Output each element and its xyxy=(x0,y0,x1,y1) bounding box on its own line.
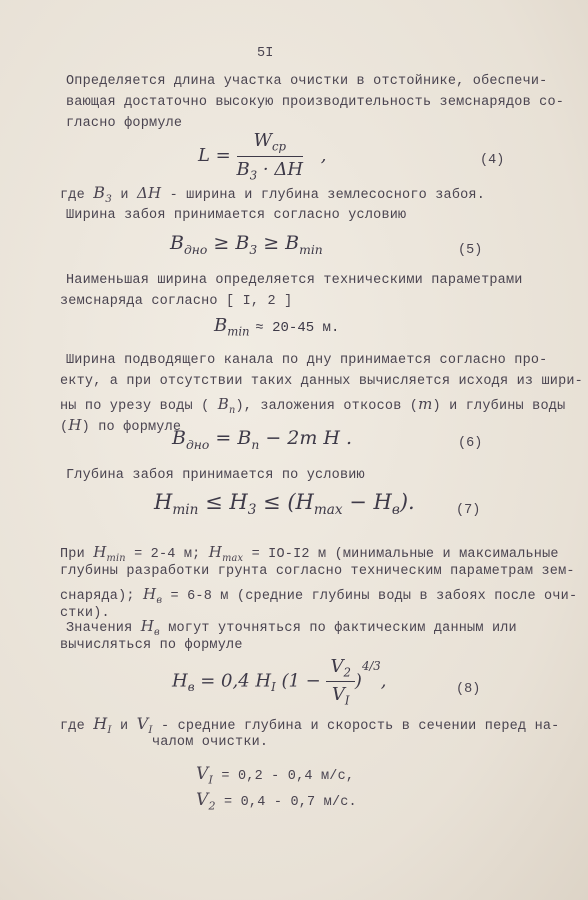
p6-hmax-sub: max xyxy=(222,553,244,564)
equation-5 xyxy=(170,232,323,257)
p4-m-symbol: m xyxy=(418,395,433,413)
eq5-b: B xyxy=(170,232,184,254)
eq4-numerator: W xyxy=(253,130,273,151)
v1-sub: I xyxy=(208,773,214,787)
p6-hmax-symbol: H xyxy=(208,543,223,561)
v2-symbol: V xyxy=(196,790,209,810)
eq-bmin-b: B xyxy=(214,315,228,336)
eq4-fraction xyxy=(237,130,304,182)
v2-range xyxy=(196,790,357,812)
paragraph-1-line-2: вающая достаточно высокую производительность земснарядов со- xyxy=(66,95,565,110)
where-line-1 xyxy=(60,183,485,205)
eq8-denominator: V xyxy=(331,683,345,705)
p6-a: При xyxy=(60,547,85,562)
v2-rest: = 0,4 - 0,7 м/с. xyxy=(224,795,357,810)
eq-bmin-sub: min xyxy=(227,324,250,339)
eq8-close: ) xyxy=(354,670,362,692)
eq6-sub-1: дно xyxy=(185,437,210,452)
paragraph-7-line-2: вычисляться по формуле xyxy=(60,638,243,653)
where-line-2-cont: чалом очистки. xyxy=(152,735,269,750)
equation-7-label: (7) xyxy=(456,503,481,518)
paragraph-7-line-1 xyxy=(66,617,517,638)
eq7-rel-2: ≤ (H xyxy=(256,490,314,514)
eq5-rel-1: ≥ B xyxy=(207,232,250,254)
where1-b-sub: 3 xyxy=(105,193,112,206)
p4-part-a: ны по урезу воды ( xyxy=(60,399,210,414)
eq4-numerator-sub: cp xyxy=(272,139,287,154)
paragraph-1-line-3: гласно формуле xyxy=(66,116,183,131)
eq4-denominator-sub: 3 xyxy=(249,168,258,183)
p6-hv-sub: в xyxy=(156,595,163,606)
paragraph-4-line-1: Ширина подводящего канала по дну принимается согласно про- xyxy=(66,353,548,368)
where1-b-symbol: B xyxy=(93,183,106,202)
where2-h1-sub: I xyxy=(107,724,112,737)
v1-rest: = 0,2 - 0,4 м/с, xyxy=(221,769,355,784)
p7-b: могут уточняться по фактическим данным или xyxy=(168,621,517,636)
p4-part-e: ) по формуле xyxy=(81,420,182,435)
equation-6-label: (6) xyxy=(458,436,483,451)
eq8-fraction xyxy=(326,656,354,707)
equation-8-label: (8) xyxy=(456,682,481,697)
v1-range xyxy=(196,764,354,786)
paragraph-3-line-1: Наименьшая ширина определяется техническими параметрами xyxy=(66,273,523,288)
eq-bmin-rest: ≈ 20-45 м. xyxy=(255,320,340,336)
eq7-h: H xyxy=(154,490,173,514)
eq7-rel-3: − H xyxy=(342,490,392,514)
p4-bn-symbol: B xyxy=(217,395,229,413)
where1-mid: и xyxy=(120,188,129,203)
eq8-h1-sub: I xyxy=(271,680,276,695)
paragraph-4-line-3 xyxy=(60,395,565,416)
paragraph-6-line-2: глубины разработки грунта согласно техническим параметрам зем- xyxy=(60,564,575,579)
paragraph-5: Глубина забоя принимается по условию xyxy=(66,468,365,483)
eq4-denominator: B xyxy=(236,158,250,180)
eq5-rel-2: ≥ B xyxy=(257,232,300,254)
paragraph-2: Ширина забоя принимается согласно условию xyxy=(66,208,407,223)
paragraph-4-line-2: екту, а при отсутствии таких данных вычисляется исходя из шири- xyxy=(60,374,583,389)
eq8-eq: = 0,4 H xyxy=(194,670,272,692)
where2-h1-symbol: H xyxy=(93,714,108,733)
equation-7 xyxy=(154,490,415,518)
eq6-b: B xyxy=(172,427,186,449)
eq6-rel-1: = B xyxy=(209,427,252,449)
v1-symbol: V xyxy=(196,764,209,784)
where1-prefix: где xyxy=(60,188,85,203)
eq4-tail: , xyxy=(320,145,327,167)
p6-line3b: = 6-8 м (средние глубины воды в забоях после очи- xyxy=(170,589,578,604)
eq5-sub-3: min xyxy=(299,242,323,257)
p6-b: = 2-4 м; xyxy=(134,547,201,562)
eq6-rel-2: − 2m H . xyxy=(259,427,353,449)
p4-part-b: ), заложения откосов ( xyxy=(235,399,419,414)
where2-v1-symbol: V xyxy=(136,714,149,733)
eq8-denominator-sub: I xyxy=(344,693,350,708)
paragraph-6-line-3 xyxy=(60,585,577,606)
paragraph-6-line-1 xyxy=(60,543,559,564)
equation-bmin xyxy=(214,315,339,339)
where2-prefix: где xyxy=(60,719,85,734)
eq6-sub-2: n xyxy=(251,437,260,452)
where1-dh-symbol: ΔH xyxy=(136,184,162,202)
eq7-sub-3: max xyxy=(313,502,343,519)
p6-hmin-sub: min xyxy=(106,553,126,564)
eq4-lhs: L = xyxy=(198,145,231,167)
p6-line3a: снаряда); xyxy=(60,589,135,604)
eq8-lhs: H xyxy=(172,670,188,692)
eq4-denominator-rest: · ΔH xyxy=(262,158,304,180)
paragraph-6-line-4: стки). xyxy=(60,606,110,621)
p6-hmin-symbol: H xyxy=(93,543,107,561)
paragraph-1-line-1: Определяется длина участка очистки в отстойнике, обеспечи- xyxy=(66,74,548,89)
p4-bn-sub: n xyxy=(228,405,236,416)
where2-mid: и xyxy=(120,719,129,734)
eq8-open: (1 − xyxy=(281,670,321,692)
equation-6 xyxy=(172,427,352,452)
p7-hv-symbol: H xyxy=(140,617,155,635)
equation-5-label: (5) xyxy=(458,243,483,258)
where2-v1-sub: I xyxy=(148,724,153,737)
eq7-sub-4: в xyxy=(391,502,400,519)
equation-4-label: (4) xyxy=(480,153,505,168)
where2-text: - средние глубина и скорость в сечении перед на- xyxy=(161,719,560,734)
eq8-lhs-sub: в xyxy=(187,680,195,695)
eq8-numerator-sub: 2 xyxy=(343,665,351,680)
p4-h-symbol: H xyxy=(68,416,82,434)
p6-c: = IO-I2 м (минимальные и максимальные xyxy=(251,547,559,562)
p7-a: Значения xyxy=(66,621,133,636)
page-number: 5I xyxy=(257,46,274,61)
p7-hv-sub: в xyxy=(154,627,160,638)
eq7-sub-2: 3 xyxy=(247,502,257,519)
v2-sub: 2 xyxy=(208,799,216,813)
paragraph-3-line-2: земснаряда согласно [ I, 2 ] xyxy=(60,294,293,309)
where1-text: - ширина и глубина землесосного забоя. xyxy=(169,188,486,203)
p4-part-c: ) и глубины воды xyxy=(432,399,566,414)
where-line-2 xyxy=(60,714,559,736)
eq5-sub-1: дно xyxy=(183,242,208,257)
eq7-sub-1: min xyxy=(172,502,199,519)
eq8-numerator: V xyxy=(330,656,344,677)
p6-hv-symbol: H xyxy=(143,585,157,603)
eq8-exponent: 4/3 xyxy=(361,658,381,673)
eq5-sub-2: 3 xyxy=(249,242,258,257)
p4-part-d: ( xyxy=(60,420,69,435)
eq8-tail: , xyxy=(380,670,387,692)
equation-4 xyxy=(198,130,327,182)
eq7-rel-4: ). xyxy=(399,490,415,514)
equation-8 xyxy=(172,656,386,707)
eq7-rel-1: ≤ H xyxy=(198,490,248,514)
paragraph-4-line-4 xyxy=(60,416,181,435)
